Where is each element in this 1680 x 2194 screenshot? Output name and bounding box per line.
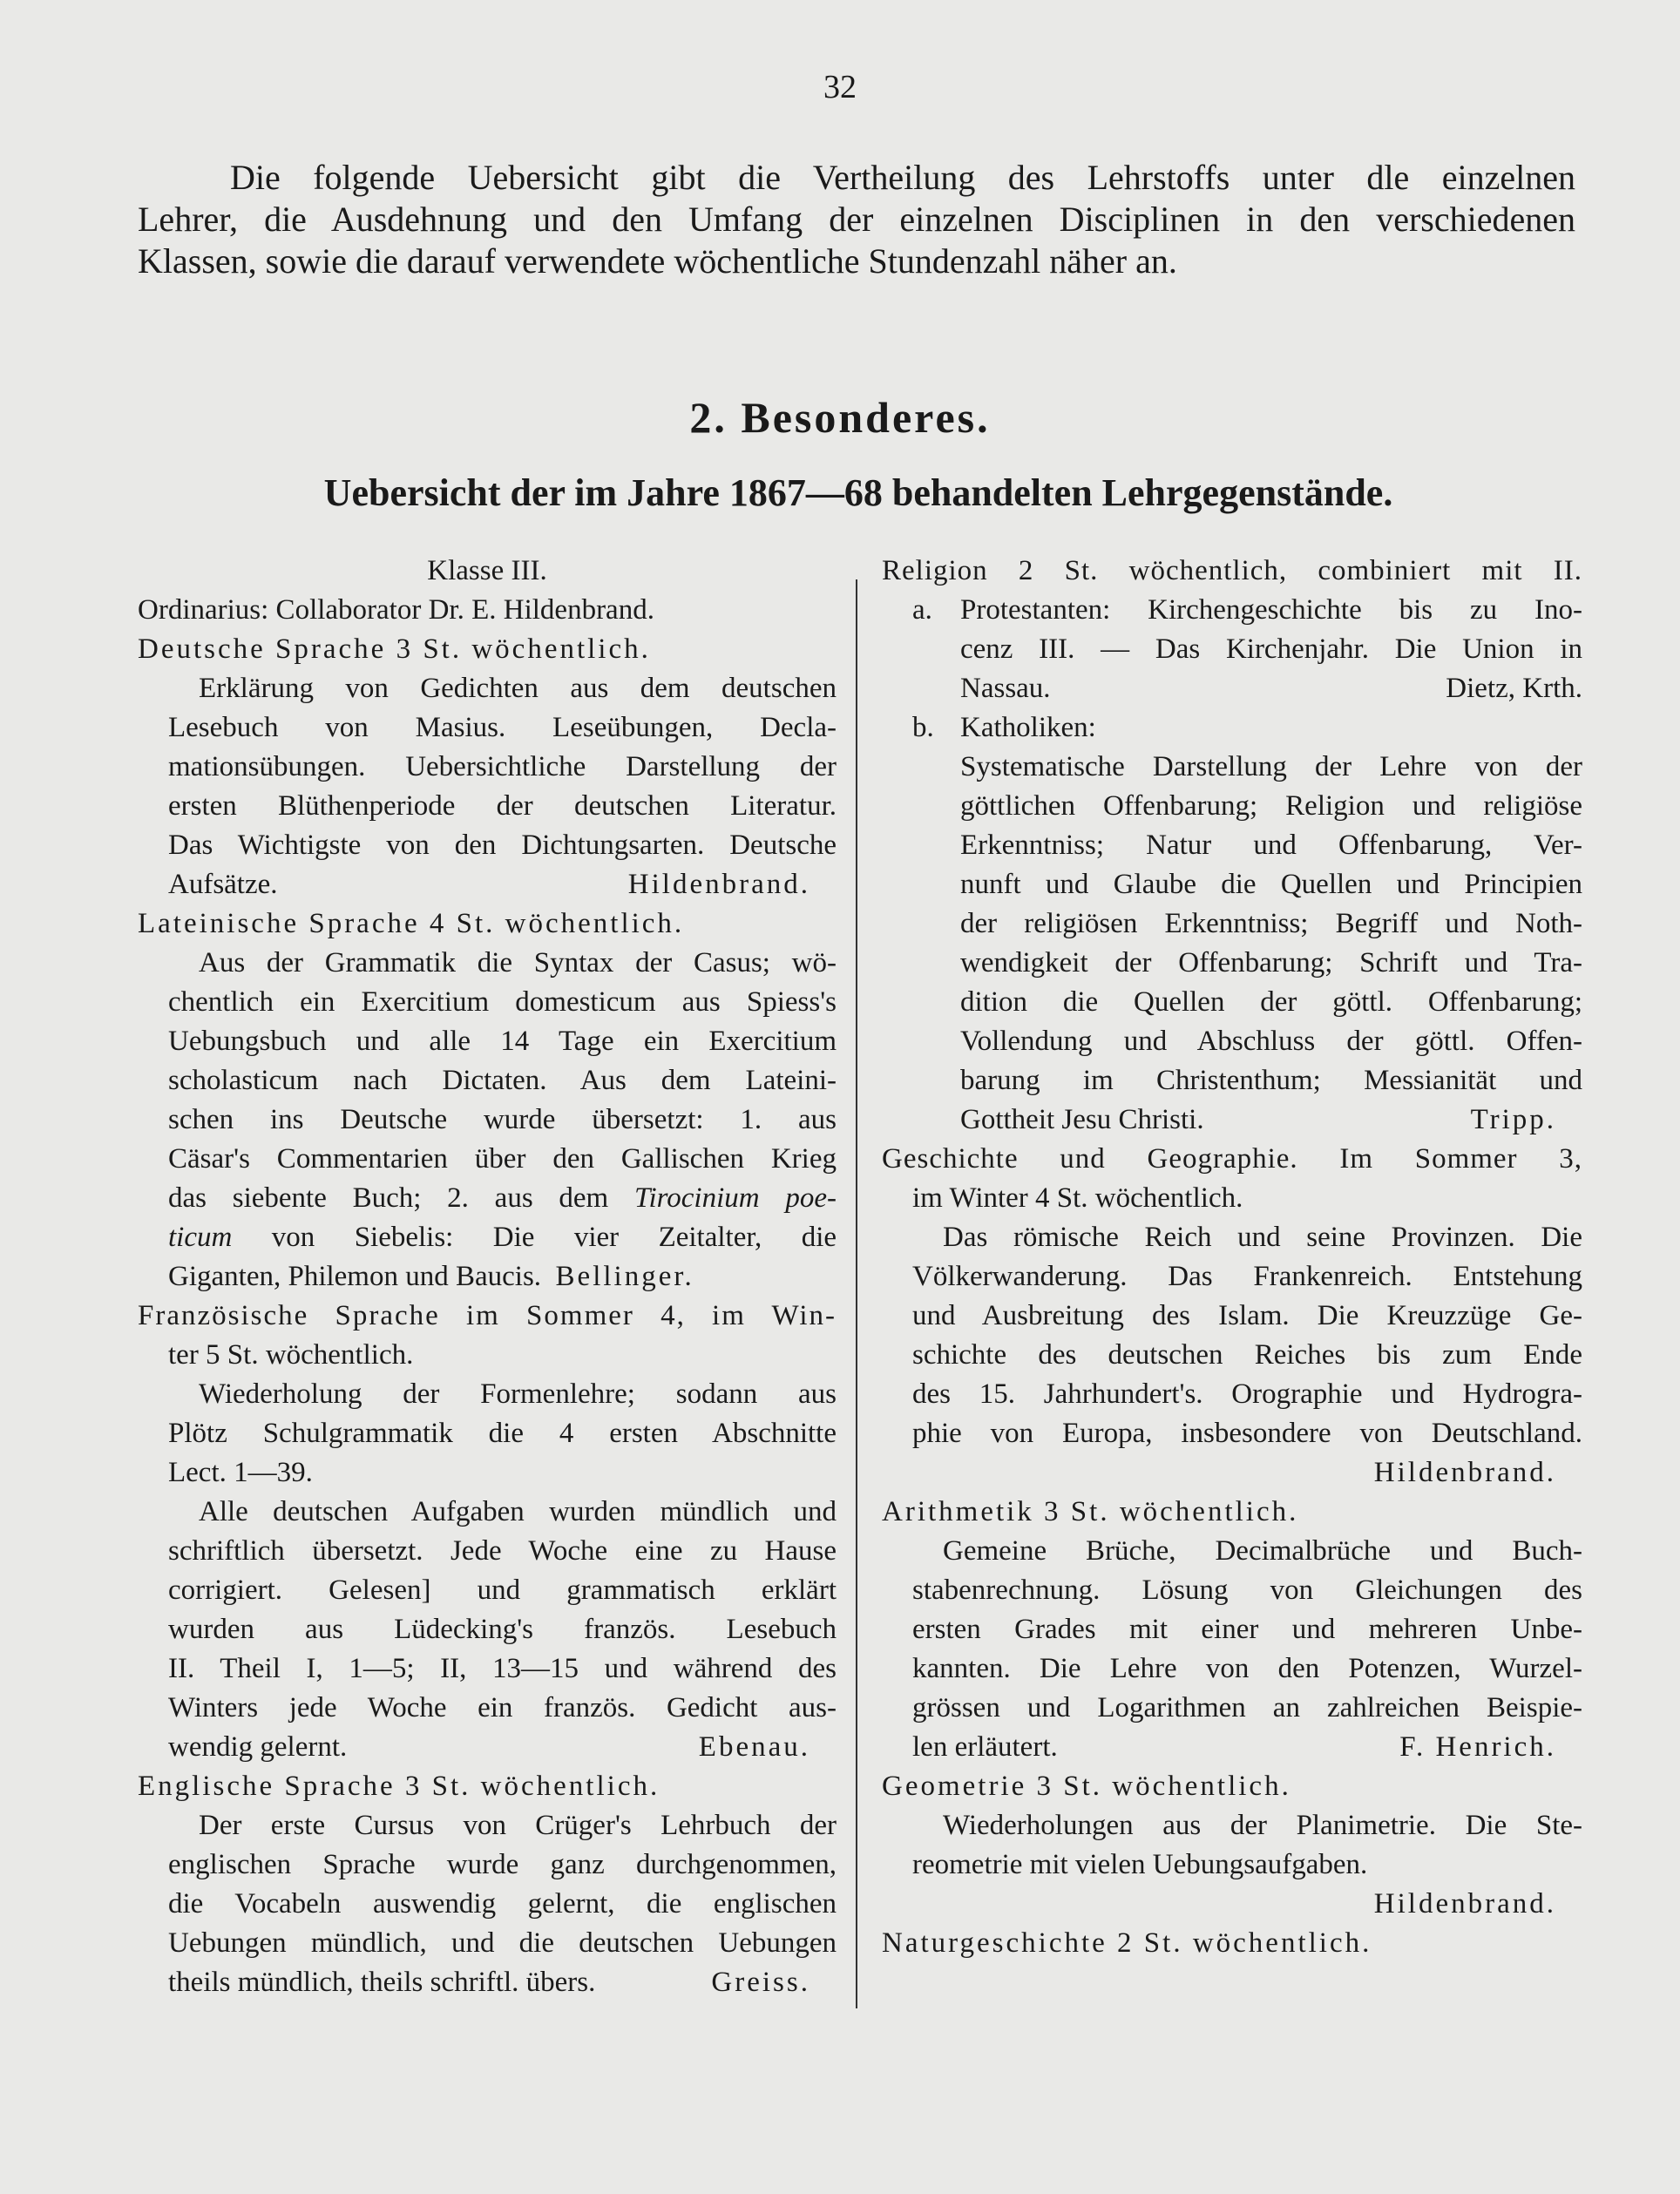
text-line: reometrie mit vielen Uebungsaufgaben. bbox=[912, 1849, 1368, 1880]
text-line: göttlichen Offenbarung; Religion und religiöse bbox=[960, 790, 1582, 822]
subject-heading-religion: Religion 2 St. wöchentlich, combiniert mit II. bbox=[882, 555, 1582, 586]
teacher-signature: Hildenbrand. bbox=[627, 869, 810, 900]
text-line: Aus der Grammatik die Syntax der Casus; wö- bbox=[199, 947, 837, 978]
text-line: grössen und Logarithmen an zahlreichen Beispie- bbox=[912, 1692, 1582, 1723]
text-line: die Vocabeln auswendig gelernt, die englischen bbox=[168, 1888, 837, 1920]
text-line: Vollendung und Abschluss der göttl. Offen- bbox=[960, 1026, 1582, 1057]
section-heading: 2. Besonderes. bbox=[689, 393, 991, 442]
class-heading: Klasse III. bbox=[427, 555, 547, 586]
subject-heading-englisch: Englische Sprache 3 St. wöchentlich. bbox=[138, 1771, 660, 1802]
text-fragment: Protestanten: Kirchengeschichte bis zu Ino- bbox=[960, 594, 1582, 626]
text-line: Alle deutschen Aufgaben wurden mündlich und bbox=[199, 1496, 837, 1527]
text-line-with-signature bbox=[882, 1728, 1582, 1767]
text-line: Wiederholungen aus der Planimetrie. Die Ste- bbox=[943, 1810, 1582, 1841]
subject-heading-franz: Französische Sprache im Sommer 4, im Win- bbox=[138, 1300, 837, 1331]
subject-heading-naturgeschichte: Naturgeschichte 2 St. wöchentlich. bbox=[882, 1927, 1372, 1959]
page-number: 32 bbox=[823, 69, 857, 105]
text-line-with-signature bbox=[138, 1728, 837, 1767]
text-line: Lesebuch von Masius. Leseübungen, Decla- bbox=[168, 712, 837, 743]
text-line: Cäsar's Commentarien über den Gallischen Krieg bbox=[168, 1143, 837, 1175]
subject-heading-geometrie: Geometrie 3 St. wöchentlich. bbox=[882, 1771, 1291, 1802]
page-title: Uebersicht der im Jahre 1867—68 behandelten Lehrgegenstände. bbox=[323, 471, 1393, 514]
text-line: II. Theil I, 1—5; II, 13—15 und während des bbox=[168, 1653, 837, 1684]
text-line: englischen Sprache wurde ganz durchgenommen, bbox=[168, 1849, 837, 1880]
text-line: Erkenntniss; Natur und Offenbarung, Ver- bbox=[960, 830, 1582, 861]
text-line: Gemeine Brüche, Decimalbrüche und Buch- bbox=[943, 1535, 1582, 1567]
column-divider bbox=[856, 579, 857, 2008]
text-line: des 15. Jahrhundert's. Orographie und Hydrogra- bbox=[912, 1378, 1582, 1410]
text-line-with-signature: Giganten, Philemon und Baucis. Bellinger. bbox=[168, 1261, 694, 1292]
teacher-signature: Greiss. bbox=[711, 1967, 810, 1998]
text-line: Plötz Schulgrammatik die 4 ersten Abschnitte bbox=[168, 1418, 837, 1449]
text-line: mationsübungen. Uebersichtliche Darstellung der bbox=[168, 751, 837, 782]
text-line bbox=[882, 708, 1582, 748]
text-line: cenz III. — Das Kirchenjahr. Die Union in bbox=[960, 633, 1582, 665]
text-fragment: wendig gelernt. bbox=[168, 1731, 348, 1763]
text-fragment: Katholiken: bbox=[960, 712, 1096, 743]
text-fragment: Nassau. bbox=[960, 673, 1051, 704]
left-column bbox=[138, 552, 837, 2002]
text-line: barung im Christenthum; Messianität und bbox=[960, 1065, 1582, 1096]
text-fragment: Gottheit Jesu Christi. bbox=[960, 1104, 1204, 1135]
text-line: wendigkeit der Offenbarung; Schrift und Tra- bbox=[960, 947, 1582, 978]
text-line: schen ins Deutsche wurde übersetzt: 1. aus bbox=[168, 1104, 837, 1135]
text-line-with-signature bbox=[138, 865, 837, 904]
text-line: der religiösen Erkenntniss; Begriff und Noth- bbox=[960, 908, 1582, 939]
text-line: phie von Europa, insbesondere von Deutschland. bbox=[912, 1418, 1582, 1449]
text-line: das siebente Buch; 2. aus dem Tirocinium poe- bbox=[168, 1182, 837, 1214]
intro-paragraph bbox=[138, 157, 1575, 282]
text-line-with-signature bbox=[882, 669, 1582, 708]
text-fragment: theils mündlich, theils schriftl. übers. bbox=[168, 1967, 596, 1998]
list-marker: a. bbox=[912, 594, 932, 626]
subject-heading-deutsch: Deutsche Sprache 3 St. wöchentlich. bbox=[138, 633, 651, 665]
teacher-signature: Ebenau. bbox=[698, 1731, 810, 1763]
text-line: kannten. Die Lehre von den Potenzen, Wurzel- bbox=[912, 1653, 1582, 1684]
list-marker: b. bbox=[912, 712, 934, 743]
text-fragment: len erläutert. bbox=[912, 1731, 1058, 1763]
text-line: und Ausbreitung des Islam. Die Kreuzzüge Ge- bbox=[912, 1300, 1582, 1331]
text-line: ersten Grades mit einer und mehreren Unbe- bbox=[912, 1614, 1582, 1645]
text-line: Winters jede Woche ein französ. Gedicht aus- bbox=[168, 1692, 837, 1723]
ordinarius-line: Ordinarius: Collaborator Dr. E. Hildenbrand. bbox=[138, 594, 654, 626]
text-line: Uebungsbuch und alle 14 Tage ein Exercitium bbox=[168, 1026, 837, 1057]
text-line: Systematische Darstellung der Lehre von der bbox=[960, 751, 1582, 782]
teacher-signature: Tripp. bbox=[1470, 1104, 1556, 1135]
text-line: Uebungen mündlich, und die deutschen Uebungen bbox=[168, 1927, 837, 1959]
text-line: chentlich ein Exercitium domesticum aus Spiess's bbox=[168, 986, 837, 1018]
teacher-signature: Hildenbrand. bbox=[1373, 1457, 1556, 1488]
right-column bbox=[882, 552, 1582, 1963]
subject-heading-geschichte: Geschichte und Geographie. Im Sommer 3, bbox=[882, 1143, 1582, 1175]
text-line: Erklärung von Gedichten aus dem deutschen bbox=[199, 673, 837, 704]
text-line: Wiederholung der Formenlehre; sodann aus bbox=[199, 1378, 837, 1410]
text-line: stabenrechnung. Lösung von Gleichungen des bbox=[912, 1574, 1582, 1606]
text-line: dition die Quellen der göttl. Offenbarung; bbox=[960, 986, 1582, 1018]
text-line-with-signature bbox=[882, 1100, 1582, 1140]
text-line: schriftlich übersetzt. Jede Woche eine zu Hause bbox=[168, 1535, 837, 1567]
intro-line: Lehrer, die Ausdehnung und den Umfang der einzelnen Disciplinen in den verschiedenen bbox=[138, 200, 1575, 239]
text-line: Der erste Cursus von Crüger's Lehrbuch der bbox=[199, 1810, 837, 1841]
text-line: ter 5 St. wöchentlich. bbox=[168, 1339, 414, 1371]
text-line: wurden aus Lüdecking's französ. Lesebuch bbox=[168, 1614, 837, 1645]
subject-heading-latein: Lateinische Sprache 4 St. wöchentlich. bbox=[138, 908, 685, 939]
intro-line: Die folgende Uebersicht gibt die Vertheilung des Lehrstoffs unter dle einzelnen bbox=[230, 158, 1575, 197]
text-fragment: Aufsätze. bbox=[168, 869, 278, 900]
text-line: Das Wichtigste von den Dichtungsarten. Deutsche bbox=[168, 830, 837, 861]
teacher-signature: Dietz, Krth. bbox=[1446, 673, 1582, 704]
text-line: scholasticum nach Dictaten. Aus dem Lateini- bbox=[168, 1065, 837, 1096]
text-line: corrigiert. Gelesen] und grammatisch erklärt bbox=[168, 1574, 837, 1606]
text-line: nunft und Glaube die Quellen und Principien bbox=[960, 869, 1582, 900]
text-line: schichte des deutschen Reiches bis zum Ende bbox=[912, 1339, 1582, 1371]
text-line: im Winter 4 St. wöchentlich. bbox=[912, 1182, 1243, 1214]
text-line-with-signature bbox=[138, 1963, 837, 2002]
teacher-signature: Bellinger. bbox=[555, 1261, 694, 1292]
subject-heading-arithmetik: Arithmetik 3 St. wöchentlich. bbox=[882, 1496, 1299, 1527]
text-line: Lect. 1—39. bbox=[168, 1457, 313, 1488]
text-line: Das römische Reich und seine Provinzen. Die bbox=[943, 1222, 1582, 1253]
text-line: ticum von Siebelis: Die vier Zeitalter, die bbox=[168, 1222, 837, 1253]
intro-line: Klassen, sowie die darauf verwendete wöchentliche Stundenzahl näher an. bbox=[138, 241, 1177, 281]
text-line: ersten Blüthenperiode der deutschen Literatur. bbox=[168, 790, 837, 822]
text-line bbox=[882, 591, 1582, 630]
text-line: Völkerwanderung. Das Frankenreich. Entstehung bbox=[912, 1261, 1582, 1292]
teacher-signature: F. Henrich. bbox=[1399, 1731, 1556, 1763]
teacher-signature: Hildenbrand. bbox=[1373, 1888, 1556, 1920]
